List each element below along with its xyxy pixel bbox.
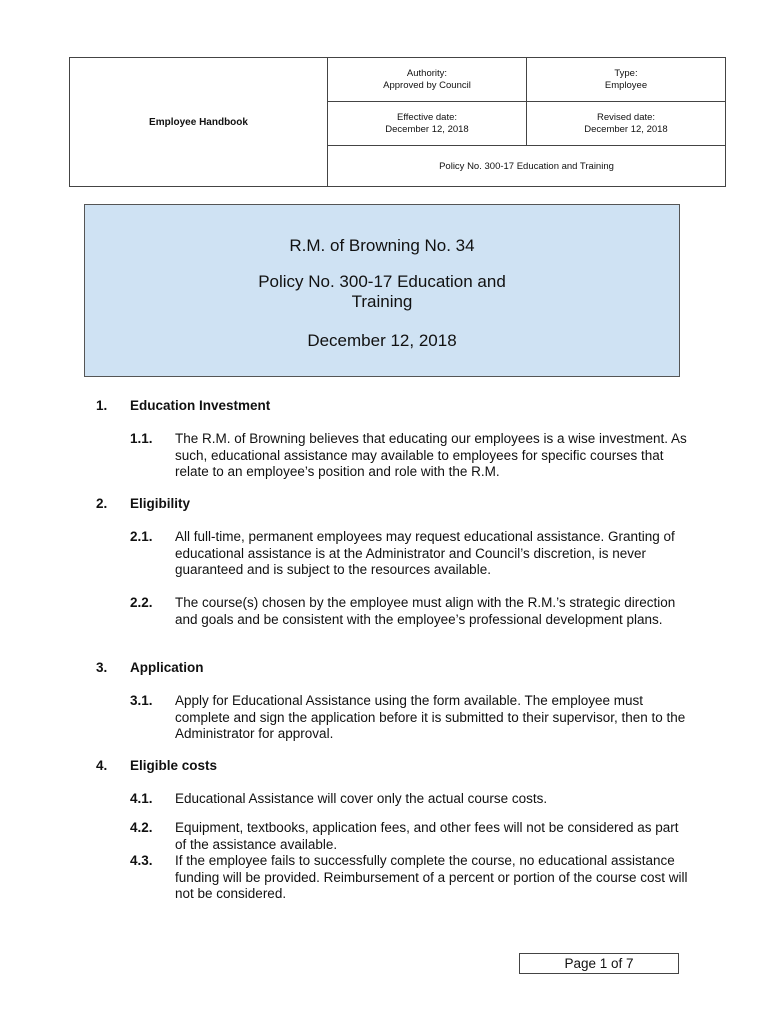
item-text: All full-time, permanent employees may request educational assistance. Granting of educational assistance is at the Administrator and Council’s discretion, is never guaranteed and is subject to the resources available. xyxy=(175,529,675,577)
effective-date-cell xyxy=(328,102,527,145)
section-number: 3. xyxy=(96,660,108,675)
section-number: 4. xyxy=(96,758,108,773)
section-heading xyxy=(96,758,217,773)
authority-cell xyxy=(328,58,527,101)
policy-item xyxy=(130,431,690,481)
section-heading xyxy=(96,398,270,413)
policy-item xyxy=(130,529,690,579)
item-text: Apply for Educational Assistance using the form available. The employee must complete and sign the application before it is submitted to their supervisor, then to the Administrator for approval. xyxy=(175,693,686,741)
effective-date-value: December 12, 2018 xyxy=(385,123,469,135)
policy-item xyxy=(130,853,690,903)
revised-date-label: Revised date: xyxy=(596,111,656,123)
type-cell xyxy=(527,58,725,101)
authority-label: Authority: xyxy=(406,67,448,79)
policy-title: Policy No. 300-17 Education and Training xyxy=(258,272,506,311)
section-number: 2. xyxy=(96,496,108,511)
type-label: Type: xyxy=(614,67,638,79)
revised-date-cell xyxy=(527,102,725,145)
policy-item xyxy=(130,791,690,808)
item-number: 4.1. xyxy=(130,791,153,806)
header-row-authority xyxy=(328,58,725,102)
policy-item xyxy=(130,820,690,853)
item-number: 4.2. xyxy=(130,820,153,835)
item-number: 2.1. xyxy=(130,529,153,544)
section-title: Eligibility xyxy=(130,496,191,511)
section-title: Application xyxy=(130,660,204,675)
item-number: 4.3. xyxy=(130,853,153,868)
policy-date: December 12, 2018 xyxy=(307,331,457,350)
page-number: Page 1 of 7 xyxy=(519,953,679,974)
header-row-dates xyxy=(328,102,725,146)
effective-date-label: Effective date: xyxy=(396,111,458,123)
item-text: Educational Assistance will cover only the actual course costs. xyxy=(175,791,548,806)
section-heading xyxy=(96,660,204,675)
policy-line: Policy No. 300-17 Education and Training xyxy=(439,160,614,172)
item-text: The course(s) chosen by the employee must align with the R.M.’s strategic direction and goals and be consistent with the employee’s professional development plans. xyxy=(175,595,676,627)
header-details xyxy=(328,58,725,186)
authority-value: Approved by Council xyxy=(383,79,471,91)
item-text: Equipment, textbooks, application fees, and other fees will not be considered as part of the assistance available. xyxy=(175,820,679,852)
section-title: Eligible costs xyxy=(130,758,218,773)
item-number: 1.1. xyxy=(130,431,153,446)
revised-date-value: December 12, 2018 xyxy=(584,123,668,135)
header-table xyxy=(69,57,726,187)
title-box xyxy=(84,204,680,377)
item-number: 2.2. xyxy=(130,595,153,610)
item-text: The R.M. of Browning believes that educating our employees is a wise investment. As such, educational assistance may available to employees for specific courses that relate to an employee’s position and role with the R.M. xyxy=(175,431,687,479)
section-heading xyxy=(96,496,190,511)
policy-item xyxy=(130,595,690,628)
section-number: 1. xyxy=(96,398,108,413)
handbook-title: Employee Handbook xyxy=(70,58,328,186)
organization-title: R.M. of Browning No. 34 xyxy=(289,236,475,255)
item-number: 3.1. xyxy=(130,693,153,708)
item-text: If the employee fails to successfully complete the course, no educational assistance funding will be provided. Reimbursement of a percent or portion of the course cost will not be considered. xyxy=(175,853,688,901)
section-title: Education Investment xyxy=(130,398,271,413)
type-value: Employee xyxy=(604,79,648,91)
policy-item xyxy=(130,693,690,743)
